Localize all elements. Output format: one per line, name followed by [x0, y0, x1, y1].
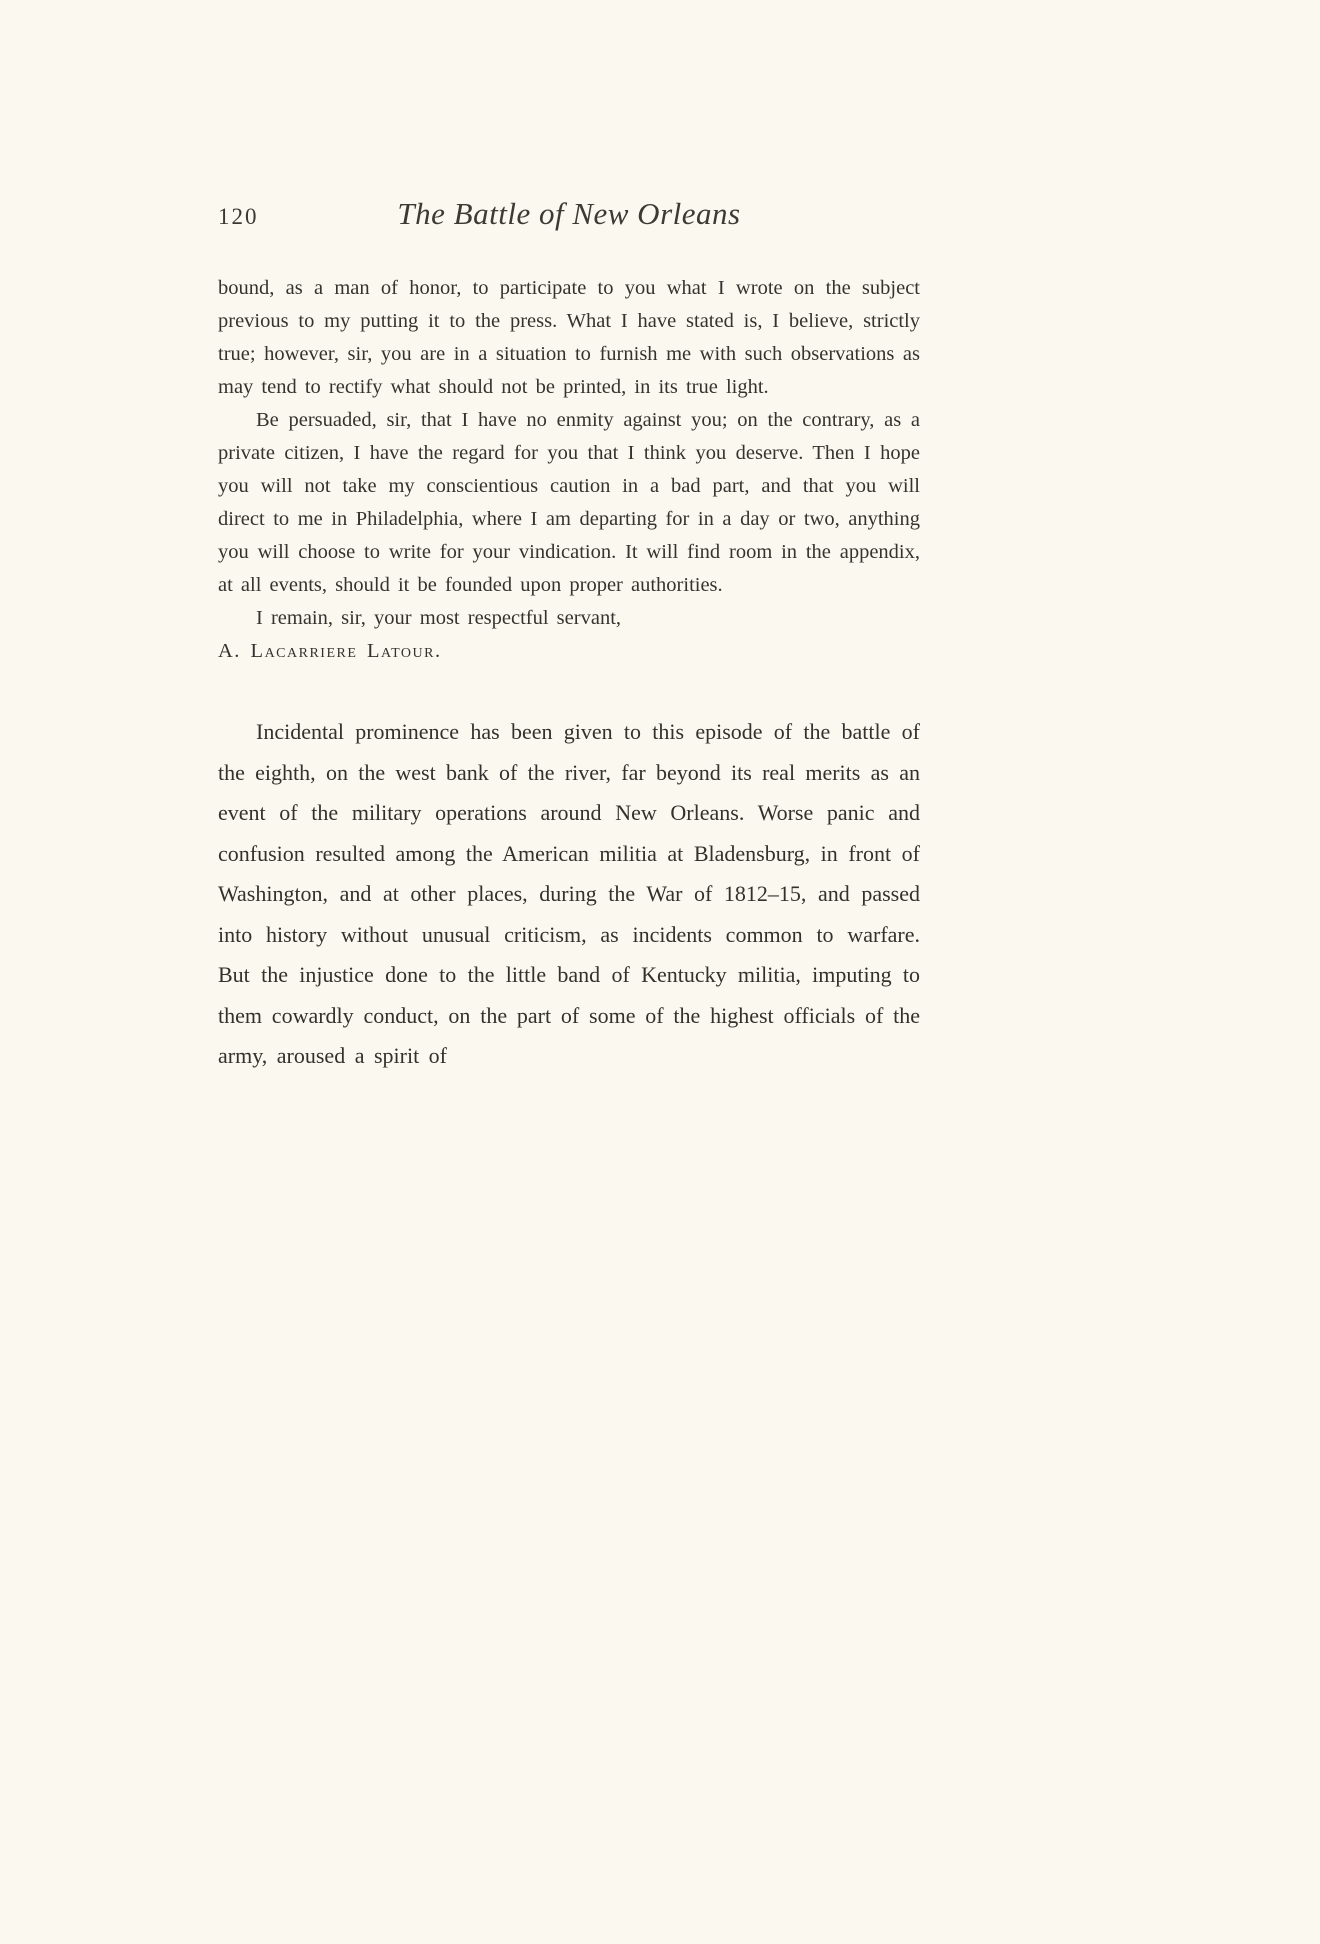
letter-paragraph: bound, as a man of honor, to participate to you what I wrote on the subject previous to my putting it to the press. What I have stated is, I believe, strictly true; however, sir, you are in a situation to furnish me with such observations as may tend to rectify what should not be printed, in its true light.: [218, 277, 920, 398]
letter-closing-line: I remain, sir, your most respectful servant,: [256, 607, 622, 629]
letter-paragraph: Be persuaded, sir, that I have no enmity against you; on the contrary, as a private citizen, I have the regard for you that I think you deserve. Then I hope you will not take my conscientious caution in a bad part, and that you will direct to me in Philadelphia, where I am departing for in a day or two, anything you will choose to write for your vindication. It will find room in the appendix, at all events, should it be founded upon proper authorities.: [218, 409, 920, 596]
page-header: [218, 196, 920, 242]
text-column: [218, 196, 920, 1077]
body-paragraph: Incidental prominence has been given to this episode of the battle of the eighth, on the west bank of the river, far beyond its real merits as an event of the military operations around New Orleans. Worse panic and confusion resulted among the American militia at Bladensburg, in front of Washington, and at other places, during the War of 1812–15, and passed into history without unusual criticism, as incidents common to warfare. But the injustice done to the little band of Kentucky militia, imputing to them cowardly conduct, on the part of some of the highest officials of the army, aroused a spirit of: [218, 719, 920, 1068]
running-title: The Battle of New Orleans: [397, 196, 741, 231]
letter-signature: A. Lacarriere Latour.: [218, 640, 442, 662]
body-section: [218, 712, 920, 1077]
letter-section: [218, 272, 920, 668]
page-number: 120: [218, 204, 259, 229]
